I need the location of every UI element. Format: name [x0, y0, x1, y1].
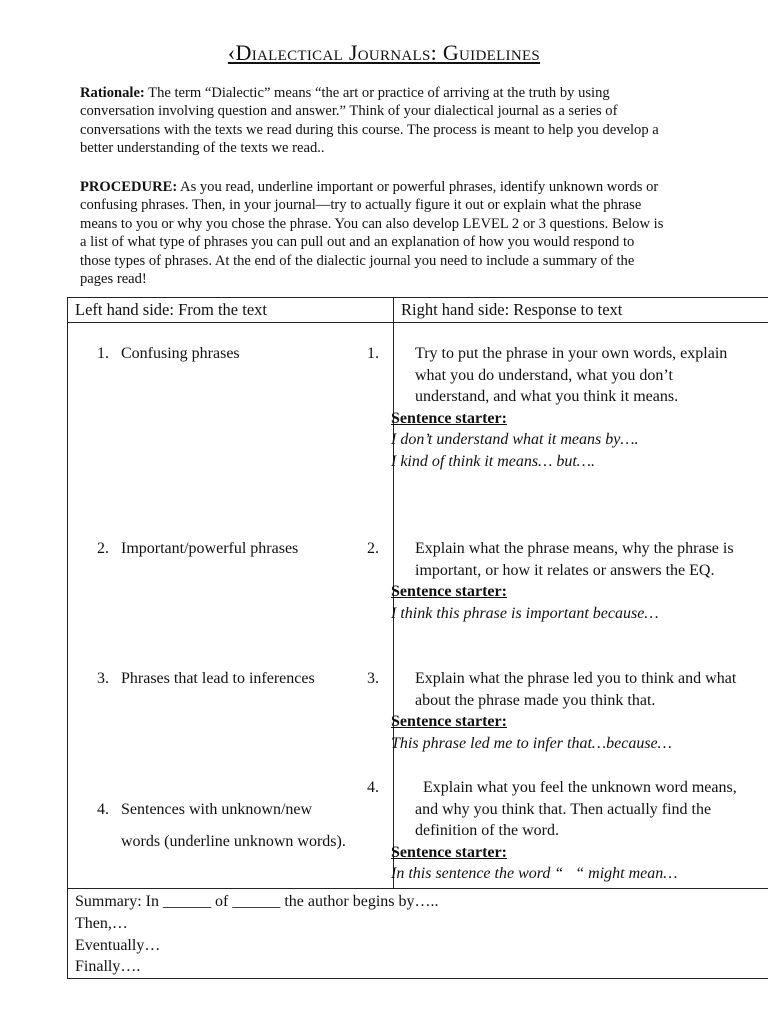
sentence-starter-label: Sentence starter: [391, 409, 507, 427]
item-number: 1. [97, 345, 109, 362]
summary-cell [68, 889, 768, 979]
item-number: 1. [367, 345, 379, 362]
sentence-starter-label: Sentence starter: [391, 713, 507, 731]
left-item-2 [97, 538, 298, 560]
right-item-text: Explain what the phrase means, why the phrase is important, or how it relates or answers the EQ. [415, 540, 734, 579]
right-item-3 [367, 668, 741, 754]
summary-line: Then,… [75, 914, 128, 932]
summary-line: Eventually… [75, 936, 161, 954]
rationale-paragraph [80, 84, 666, 158]
sentence-starter-example: I kind of think it means… but…. [391, 452, 595, 470]
left-item-text: Important/powerful phrases [121, 540, 299, 557]
rationale-text: The term “Dialectic” means “the art or practice of arriving at the truth by using conversation involving question and answer.” Think of your dialectical journal as a series of conversations with the texts we read during this course. The process is meant to help you develop a better understanding of the texts we read.. [80, 84, 659, 157]
sentence-starter-example: In this sentence the word “ “ might mean… [391, 865, 678, 883]
left-item-3 [97, 668, 315, 690]
item-number: 4. [367, 779, 379, 796]
sentence-starter-label: Sentence starter: [391, 583, 507, 601]
summary-row [68, 889, 768, 979]
summary-line: Summary: In ______ of ______ the author begins by….. [75, 893, 439, 910]
sentence-starter-example: I think this phrase is important because… [391, 604, 659, 622]
right-item-text: Explain what the phrase led you to think and what about the phrase made you think that. [415, 670, 737, 709]
item-number: 2. [97, 540, 109, 557]
left-item-text: Confusing phrases [121, 345, 240, 362]
left-item-text: Sentences with unknown/new [121, 801, 313, 818]
procedure-text: As you read, underline important or powerful phrases, identify unknown words or confusing phrases. Then, in your journal—try to actually figure it out or explain what the phrase means to you or why you chose the phrase. You can also develop LEVEL 2 or 3 questions. Below is a list of what type of phrases you can pull out and an explanation of how you would respond to those types of phrases. At the end of the dialectic journal you need to include a summary of the pages read! [80, 178, 664, 288]
item-number: 3. [367, 670, 379, 687]
right-column-header: Right hand side: Response to text [394, 298, 768, 323]
sentence-starter-example: This phrase led me to infer that…because… [391, 734, 672, 752]
table-header-row [68, 298, 768, 323]
right-item-2 [367, 538, 741, 624]
right-item-text: Try to put the phrase in your own words, explain what you do understand, what you don’t understand, and what you think it means. [415, 345, 728, 406]
left-column-header: Left hand side: From the text [68, 298, 394, 323]
sentence-starter-label: Sentence starter: [391, 843, 507, 861]
right-item-1 [367, 343, 741, 473]
summary-line: Finally…. [75, 958, 141, 976]
page-title: ‹Dialectical Journals: Guidelines [227, 40, 541, 65]
left-item-4-continued: words (underline unknown words). [121, 833, 346, 850]
item-number: 4. [97, 801, 109, 818]
item-number: 3. [97, 670, 109, 687]
item-number: 2. [367, 540, 379, 557]
left-item-4 [97, 799, 312, 821]
right-item-4 [367, 777, 741, 885]
procedure-paragraph [80, 178, 666, 288]
rationale-label: Rationale: [80, 84, 145, 101]
right-item-text: Explain what you feel the unknown word means, and why you think that. Then actually find the definition of the word. [415, 779, 741, 840]
procedure-label: PROCEDURE: [80, 178, 178, 195]
sentence-starter-example: I don’t understand what it means by…. [391, 431, 639, 449]
left-item-text: Phrases that lead to inferences [121, 670, 315, 687]
left-item-1 [97, 343, 240, 365]
